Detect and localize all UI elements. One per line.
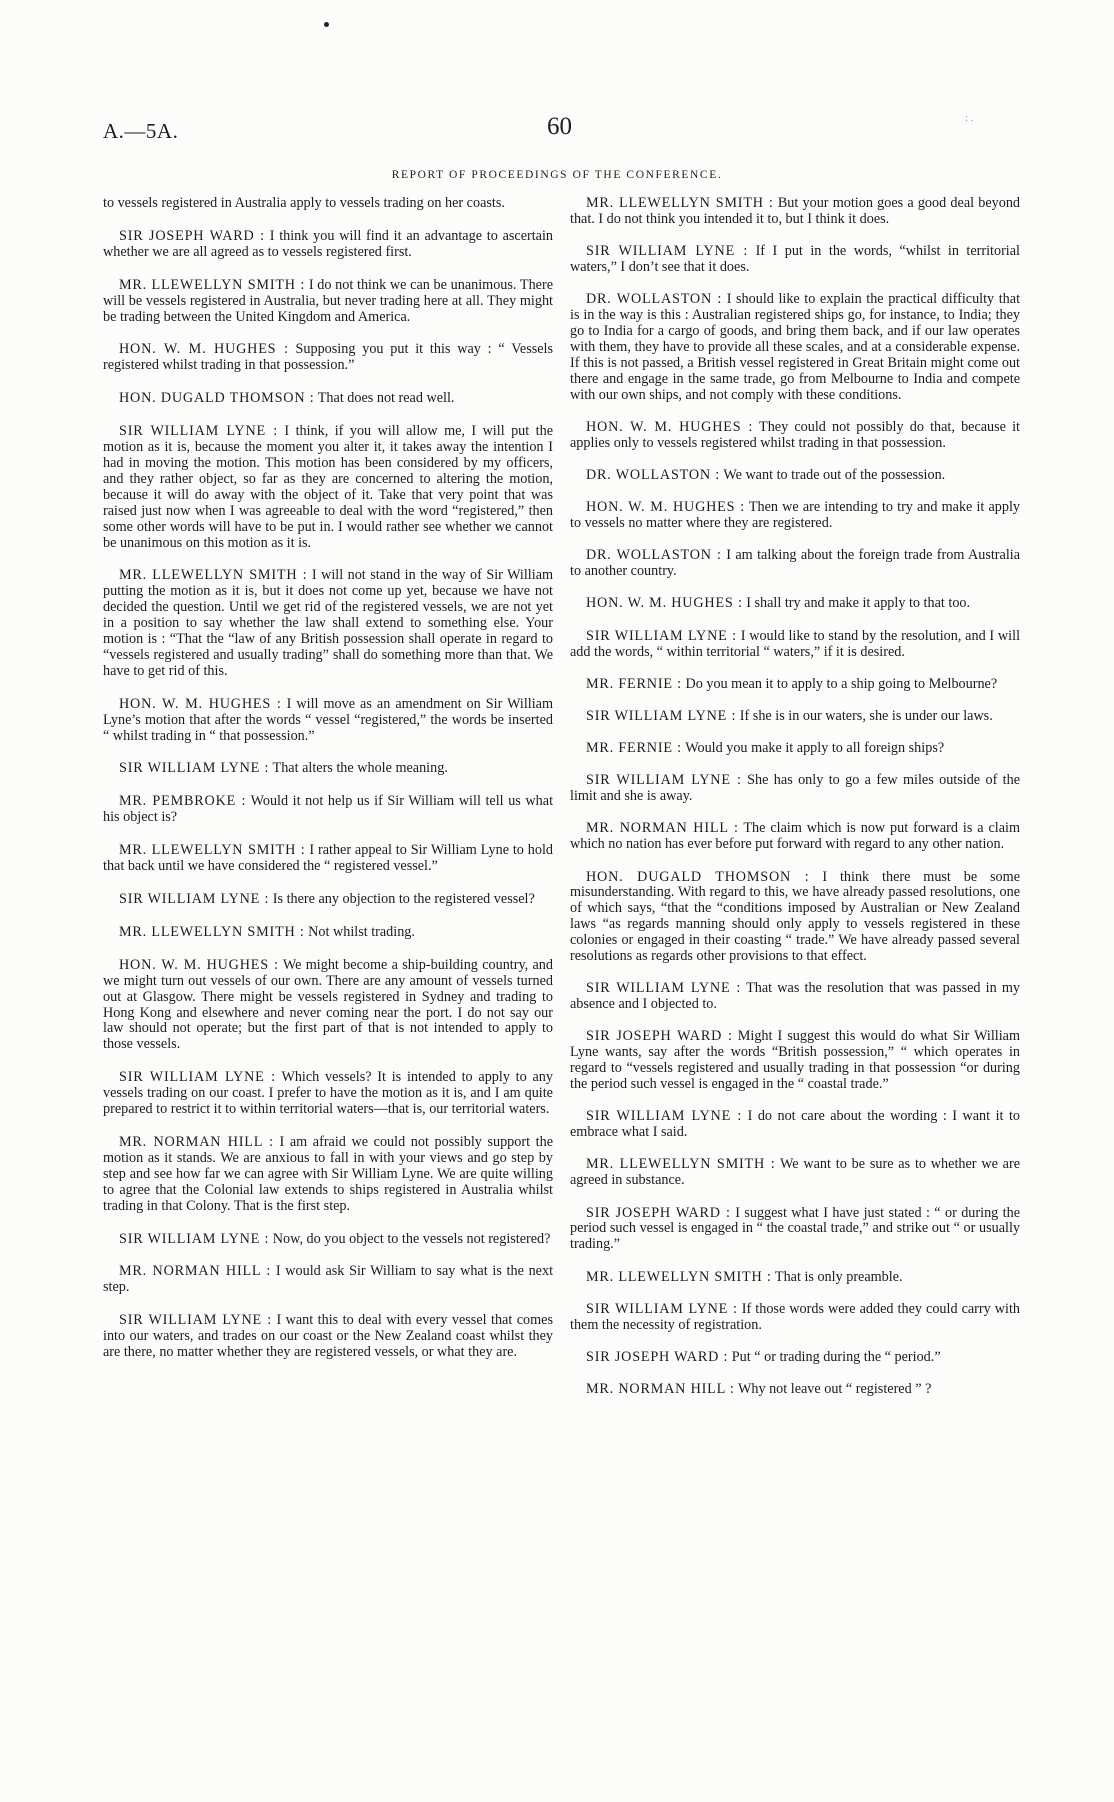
speech: I would ask Sir William to say what is the next step. bbox=[103, 1263, 554, 1296]
speaker: SIR WILLIAM LYNE : bbox=[119, 1069, 276, 1086]
speaker: DR. WOLLASTON : bbox=[586, 466, 721, 483]
speaker: SIR WILLIAM LYNE : bbox=[119, 1230, 270, 1247]
paragraph bbox=[570, 292, 1020, 403]
paragraph bbox=[570, 1350, 1020, 1366]
speaker: HON. W. M. HUGHES : bbox=[119, 695, 282, 712]
speaker: MR. PEMBROKE : bbox=[119, 793, 247, 810]
speech: I do not think we can be unanimous. There will be vessels registered in Australia, but never trading here at all. They might be trading between the United Kingdom and America. bbox=[103, 276, 553, 325]
right-column bbox=[570, 196, 1020, 1414]
paragraph bbox=[103, 391, 553, 407]
paragraph bbox=[103, 761, 553, 777]
paragraph bbox=[570, 870, 1020, 965]
speaker: SIR WILLIAM LYNE : bbox=[586, 772, 742, 789]
speech: Supposing you put it this way : “ Vessels registered whilst trading in that possession.” bbox=[103, 341, 553, 374]
paragraph bbox=[103, 1264, 553, 1296]
speaker: SIR JOSEPH WARD : bbox=[586, 1348, 729, 1365]
speaker: SIR WILLIAM LYNE : bbox=[586, 243, 749, 260]
paragraph bbox=[103, 196, 553, 212]
speaker: HON. W. M. HUGHES : bbox=[586, 595, 743, 612]
page-number: 60 bbox=[547, 113, 572, 140]
speaker: MR. NORMAN HILL : bbox=[119, 1133, 274, 1150]
speaker: SIR WILLIAM LYNE : bbox=[119, 1312, 272, 1329]
speaker: MR. FERNIE : bbox=[586, 675, 682, 692]
speech: That is only preamble. bbox=[774, 1268, 903, 1285]
paragraph bbox=[103, 843, 553, 875]
paragraph bbox=[570, 244, 1020, 276]
speech: We might become a ship-building country, and we might turn out vessels of our own. There are any amount of vessels turned out at Glasgow. There might be vessels registered in Sydney and trading to Hong Kong and elsewhere and never coming near the port. I do not say our law should not operate; but the first part of that is not intended to apply to those vessels. bbox=[103, 956, 553, 1053]
speech: Now, do you object to the vessels not registered? bbox=[272, 1230, 551, 1247]
speech: I would like to stand by the resolution, and I will add the words, “ within territorial “ waters,” if it is desired. bbox=[570, 627, 1021, 660]
speaker: HON. DUGALD THOMSON : bbox=[119, 390, 315, 407]
paragraph bbox=[570, 1029, 1020, 1093]
speaker: SIR WILLIAM LYNE : bbox=[586, 980, 742, 997]
paragraph bbox=[570, 677, 1020, 693]
speech: The claim which is now put forward is a claim which no nation has ever before put forward with regard to any other nation. bbox=[570, 820, 1020, 853]
paragraph bbox=[103, 1135, 553, 1215]
speech: If I put in the words, “whilst in territorial waters,” I don’t see that it does. bbox=[570, 243, 1020, 276]
paragraph bbox=[103, 424, 553, 551]
speech: That was the resolution that was passed in my absence and I objected to. bbox=[570, 980, 1021, 1013]
speaker: SIR JOSEPH WARD : bbox=[586, 1204, 731, 1221]
speaker: MR. NORMAN HILL : bbox=[119, 1263, 272, 1280]
paragraph bbox=[570, 1206, 1020, 1254]
speaker: HON. DUGALD THOMSON : bbox=[586, 868, 810, 885]
speaker: MR. LLEWELLYN SMITH : bbox=[586, 195, 774, 211]
paragraph bbox=[570, 1270, 1020, 1286]
speech: I rather appeal to Sir William Lyne to hold that back until we have considered the “ registered vessel.” bbox=[103, 842, 553, 875]
speech: to vessels registered in Australia apply to vessels trading on her coasts. bbox=[103, 195, 505, 211]
speech: Put “ or trading during the “ period.” bbox=[731, 1348, 941, 1365]
speech: If those words were added they could carry with them the necessity of registration. bbox=[570, 1300, 1020, 1333]
speech: I think there must be some misunderstanding. With regard to this, we have already passed resolutions, one of which says, “that the “conditions imposed by Australian or New Zealand laws “as regards manning should only apply to vessels registered in these colonies or engaged in their coasting “ trade.” We have already passed several resolutions as regards other provisions to that effect. bbox=[570, 868, 1020, 965]
speaker: HON. W. M. HUGHES : bbox=[119, 956, 279, 973]
left-column bbox=[103, 196, 553, 1378]
paragraph bbox=[570, 773, 1020, 805]
speech: She has only to go a few miles outside of the limit and she is away. bbox=[570, 772, 1021, 805]
paragraph bbox=[570, 1302, 1020, 1334]
paragraph bbox=[570, 420, 1020, 452]
paragraph bbox=[103, 1232, 553, 1248]
speaker: SIR WILLIAM LYNE : bbox=[586, 707, 737, 724]
paragraph bbox=[103, 1313, 553, 1361]
speaker: HON. W. M. HUGHES : bbox=[586, 499, 745, 516]
speaker: DR. WOLLASTON : bbox=[586, 291, 723, 308]
speaker: HON. W. M. HUGHES : bbox=[119, 341, 289, 358]
speech: Would it not help us if Sir William will tell us what his object is? bbox=[103, 793, 554, 826]
paragraph bbox=[103, 892, 553, 908]
paragraph bbox=[570, 741, 1020, 757]
speech: We want to trade out of the possession. bbox=[723, 466, 946, 483]
speech: Might I suggest this would do what Sir William Lyne wants, say after the words “British possession,” “ which operates in regard to “vessels registered and usually trading in that possession “or during the period such vessel is engaged in the “ coastal trade.” bbox=[570, 1028, 1020, 1093]
paragraph bbox=[570, 981, 1020, 1013]
speaker: SIR JOSEPH WARD : bbox=[119, 227, 265, 244]
paragraph bbox=[103, 794, 553, 826]
margin-mark: : . bbox=[965, 112, 974, 124]
paragraph bbox=[103, 925, 553, 941]
paragraph bbox=[570, 1157, 1020, 1189]
paragraph bbox=[103, 568, 553, 679]
paragraph bbox=[103, 229, 553, 261]
speech: That alters the whole meaning. bbox=[272, 760, 448, 777]
paragraph bbox=[570, 500, 1020, 532]
speech: I will move as an amendment on Sir William Lyne’s motion that after the words “ vessel “registered,” the words be inserted “ whilst trading in “ that possession.” bbox=[103, 695, 553, 744]
speech: I am talking about the foreign trade from Australia to another country. bbox=[570, 547, 1021, 580]
paragraph bbox=[570, 821, 1020, 853]
speech: Then we are intending to try and make it apply to vessels no matter where they are registered. bbox=[570, 499, 1020, 532]
paragraph bbox=[103, 342, 553, 374]
speech: They could not possibly do that, because it applies only to vessels registered whilst trading in that possession. bbox=[570, 418, 1020, 451]
speech: Why not leave out “ registered ” ? bbox=[737, 1381, 932, 1398]
speaker: MR. LLEWELLYN SMITH : bbox=[586, 1156, 776, 1173]
speech: Would you make it apply to all foreign ships? bbox=[685, 740, 945, 757]
paragraph bbox=[570, 596, 1020, 612]
paragraph bbox=[570, 1109, 1020, 1141]
speaker: MR. LLEWELLYN SMITH : bbox=[119, 567, 308, 584]
speech: Which vessels? It is intended to apply to any vessels trading on our coast. I prefer to have the motion as it is, and I am quite prepared to restrict it to within territorial waters—that is, our territorial waters. bbox=[103, 1069, 553, 1118]
speech: I am afraid we could not possibly support the motion as it stands. We are anxious to fall in with your views and go step by step and see how far we can agree with Sir William Lyne. We are quite willing to agree that the Colonial law extends to ships registered in Australia whilst trading in that Colony. That is the first step. bbox=[103, 1133, 553, 1214]
speaker: HON. W. M. HUGHES : bbox=[586, 418, 754, 435]
speaker: MR. LLEWELLYN SMITH : bbox=[119, 842, 306, 859]
speech: I shall try and make it apply to that too. bbox=[746, 595, 971, 612]
speaker: MR. LLEWELLYN SMITH : bbox=[586, 1268, 772, 1285]
speaker: SIR WILLIAM LYNE : bbox=[586, 1108, 743, 1125]
paragraph bbox=[570, 196, 1020, 228]
speech: I think you will find it an advantage to ascertain whether we are all agreed as to vessels registered first. bbox=[103, 227, 553, 260]
speech: I think, if you will allow me, I will put the motion as it is, because the moment you alter it, it takes away the intention I had in moving the motion. This motion has been considered by my officers, and they rather object, so far as they are concerned to altering the motion, because it will do away with the object of it. Take that very point that was raised just now when I was agreeable to deal with the word “registered,” then some other words will have to be put in. I would rather see whether we cannot be unanimous on this motion as it is. bbox=[103, 423, 553, 551]
speaker: SIR WILLIAM LYNE : bbox=[586, 1300, 738, 1317]
speech: We want to be sure as to whether we are agreed in substance. bbox=[570, 1156, 1021, 1189]
speaker: MR. LLEWELLYN SMITH : bbox=[119, 276, 306, 293]
speech: Is there any objection to the registered vessel? bbox=[272, 891, 535, 907]
speech: But your motion goes a good deal beyond that. I do not think you intended it to, but I think it does. bbox=[570, 195, 1021, 227]
ink-speck bbox=[324, 22, 329, 27]
speech: I want this to deal with every vessel that comes into our waters, and trades on our coast or the New Zealand coast whilst they are there, no matter whether they are registered vessels, or what they are. bbox=[103, 1312, 553, 1361]
paragraph bbox=[103, 1070, 553, 1118]
speaker: SIR JOSEPH WARD : bbox=[586, 1028, 733, 1045]
speech: Do you mean it to apply to a ship going to Melbourne? bbox=[685, 675, 998, 692]
paragraph bbox=[570, 629, 1020, 661]
paragraph bbox=[570, 1382, 1020, 1398]
paragraph bbox=[103, 278, 553, 326]
speaker: SIR WILLIAM LYNE : bbox=[586, 627, 737, 644]
speaker: MR. NORMAN HILL : bbox=[586, 1381, 735, 1398]
paper-reference: A.—5A. bbox=[103, 119, 179, 143]
speech: Not whilst trading. bbox=[308, 923, 415, 940]
speaker: MR. LLEWELLYN SMITH : bbox=[119, 923, 305, 940]
paragraph bbox=[103, 697, 553, 745]
running-title: REPORT OF PROCEEDINGS OF THE CONFERENCE. bbox=[391, 169, 723, 181]
paragraph bbox=[103, 958, 553, 1053]
speech: If she is in our waters, she is under our laws. bbox=[739, 707, 993, 724]
speech: I will not stand in the way of Sir William putting the motion as it is, but it does not come up yet, because we have not decided the question. Until we get rid of the registered vessels, we are not yet in a position to say whether the law shall extend to something else. Your motion is : “That the “law of any British possession shall operate in regard to “vessels registered and usually trading” shall do something more than that. We have to get rid of this. bbox=[103, 567, 554, 679]
paragraph bbox=[570, 709, 1020, 725]
speech: I do not care about the wording : I want it to embrace what I said. bbox=[570, 1108, 1020, 1141]
paragraph bbox=[570, 468, 1020, 484]
speaker: SIR WILLIAM LYNE : bbox=[119, 891, 270, 907]
speaker: SIR WILLIAM LYNE : bbox=[119, 423, 278, 440]
speaker: MR. NORMAN HILL : bbox=[586, 820, 739, 837]
speaker: SIR WILLIAM LYNE : bbox=[119, 760, 270, 777]
speech: I suggest what I have just stated : “ or during the period such vessel is engaged in “ the coastal trade,” and strike out “ or usually trading.” bbox=[570, 1204, 1020, 1253]
speaker: MR. FERNIE : bbox=[586, 740, 682, 757]
paragraph bbox=[570, 548, 1020, 580]
speech: I should like to explain the practical difficulty that is in the way is this : Australian registered ships go, for instance, to India; they go to India for a cargo of goods, and bring them back, and if our law operates with them, they have to provide all these scales, and at a considerable expense. If this is not passed, a British vessel registered in Great Britain might come out there and engage in the same trade, go from Melbourne to India and compete with our own ships, and not comply with these conditions. bbox=[570, 291, 1021, 403]
speaker: DR. WOLLASTON : bbox=[586, 547, 722, 564]
speech: That does not read well. bbox=[317, 390, 455, 407]
